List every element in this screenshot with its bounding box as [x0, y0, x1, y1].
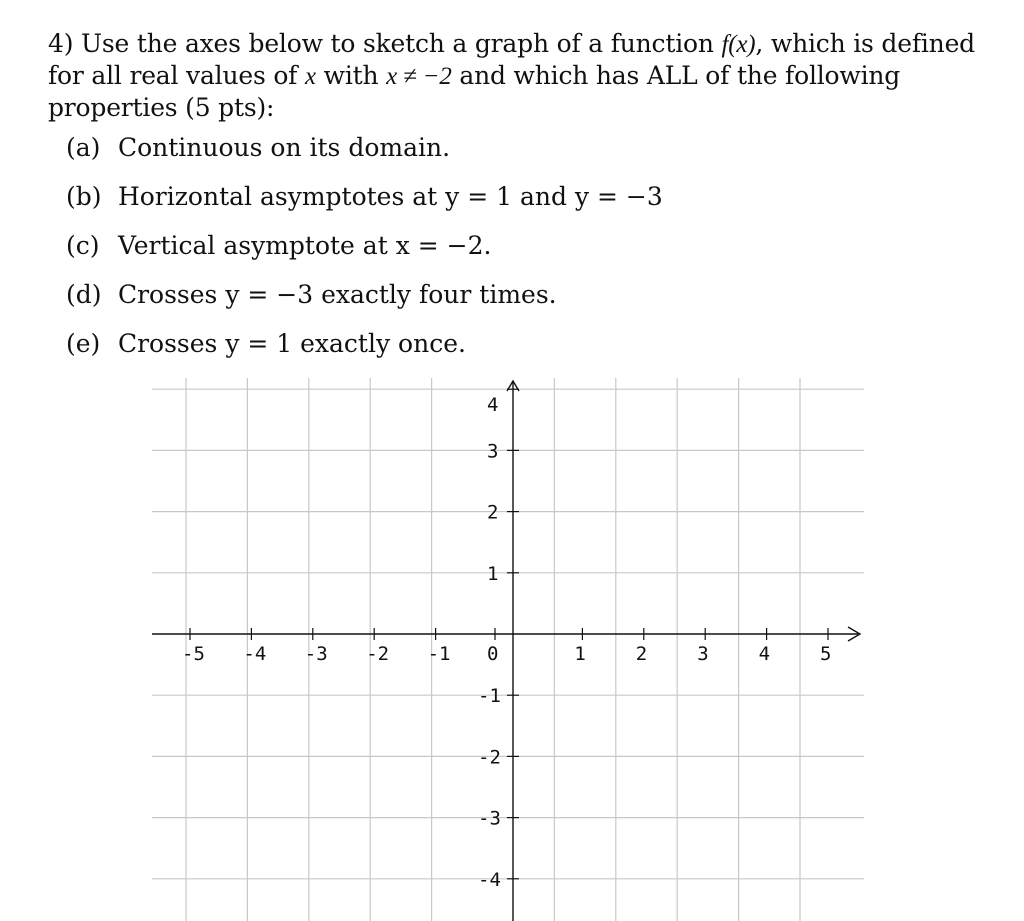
function-notation: f(x): [721, 31, 756, 58]
x-tick-label: -4: [243, 643, 267, 665]
question-part1: Use the axes below to sketch a graph of a function: [81, 29, 714, 58]
question-part3: with: [323, 61, 379, 90]
x-tick-label: 2: [635, 643, 648, 665]
y-tick-label: -4: [478, 868, 501, 891]
property-label: (b): [66, 182, 102, 211]
property-text: Horizontal asymptotes at y = 1 and y = −3: [117, 182, 663, 211]
x-tick-label: 0: [487, 643, 499, 665]
x-tick-label: 4: [758, 643, 771, 665]
property-label: (a): [66, 133, 101, 162]
x-tick-label: 3: [697, 643, 709, 665]
question-part4: and which has ALL of the following properties (5 pts):: [48, 61, 901, 122]
x-tick-label: -3: [304, 643, 328, 665]
property-label: (d): [66, 280, 102, 309]
y-tick-label: 3: [487, 440, 499, 463]
y-tick-label: 1: [487, 562, 499, 585]
property-label: (c): [66, 231, 100, 260]
question-part2: , which is defined for all real values of: [48, 29, 975, 90]
tick-labels: [182, 394, 831, 891]
x-tick-label: -5: [182, 643, 205, 665]
domain-condition: x ≠ −2: [386, 63, 452, 90]
y-tick-label: -3: [478, 807, 501, 830]
y-tick-label: 2: [487, 501, 499, 524]
property-label: (e): [66, 329, 101, 358]
y-tick-label: -2: [478, 746, 501, 769]
property-text: Crosses y = 1 exactly once.: [117, 329, 466, 358]
variable-x: x: [305, 63, 316, 90]
x-tick-label: -2: [366, 643, 390, 665]
x-tick-label: 5: [820, 643, 832, 665]
property-text: Continuous on its domain.: [117, 133, 451, 162]
y-tick-label: 4: [487, 394, 499, 417]
property-text: Crosses y = −3 exactly four times.: [117, 280, 557, 309]
x-tick-label: 1: [574, 643, 586, 665]
x-tick-label: -1: [427, 643, 451, 665]
y-tick-label: -1: [478, 685, 501, 708]
property-text: Vertical asymptote at x = −2.: [117, 231, 492, 260]
question-number: 4): [48, 29, 74, 58]
